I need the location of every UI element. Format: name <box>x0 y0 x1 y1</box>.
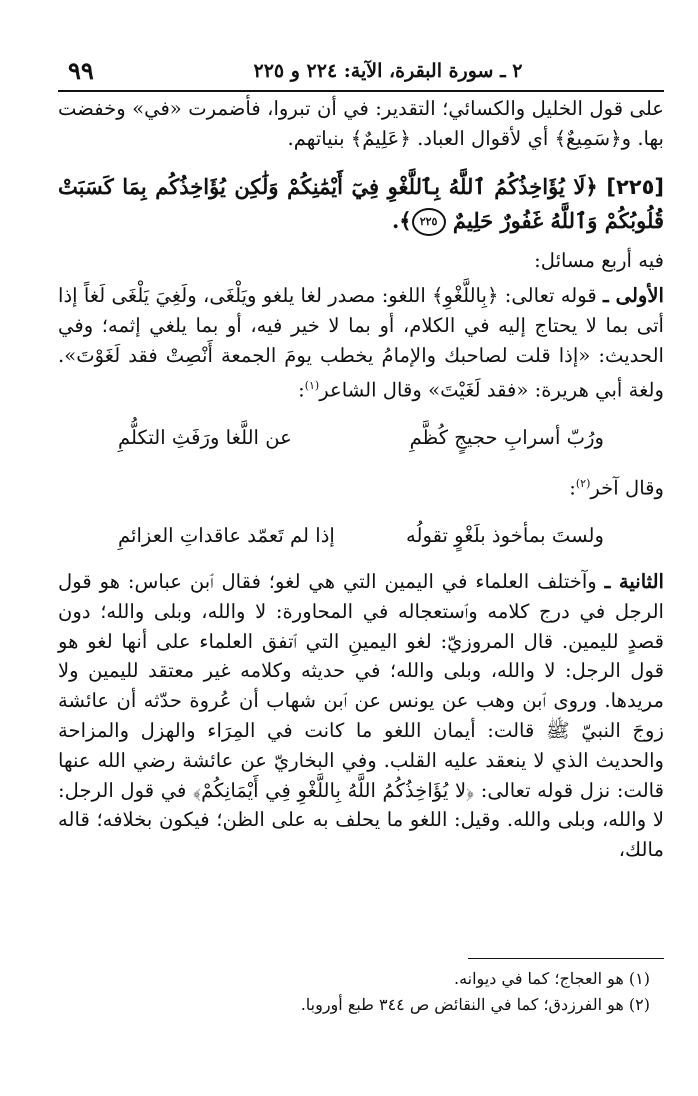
page-body <box>58 94 664 865</box>
paragraph-second <box>58 567 664 865</box>
colon-2: : <box>569 476 576 500</box>
ayah-close: ﴾. <box>391 207 412 233</box>
other-poet-line <box>58 469 664 503</box>
poem-verse-2 <box>58 521 664 551</box>
masail-heading: فيه أربع مسائل: <box>534 248 664 272</box>
paragraph-intro: على قول الخليل والكسائي؛ التقدير: في أن تبروا، فأضمرت «في» وخفضت بها. و﴿سَمِيعٌ﴾ أي لأقوال العباد. ﴿عَلِيمٌ﴾ بنياتهم. <box>58 97 664 150</box>
page-number: ٩٩ <box>68 56 94 85</box>
other-poet-text: وقال آخر <box>590 476 664 500</box>
page-header <box>58 52 664 92</box>
second-issue-text: وآختلف العلماء في اليمين التي هي لغو؛ فقال ٱبن عباس: هو قول الرجل في درج كلامه وٱستعجاله في المحاورة: لا والله، وبلى والله؛ دون قصدٍ لليمين. قال المروزيّ: لغو اليمينِ التي ٱتفق العلماء على أنها لغو هو قول الرجل: لا والله، وبلى والله؛ في حديثه وكلامه غير معتقد لليمين ولا مريدها. وروى ٱبن وهب عن يونس عن ٱبن شهاب أن عُروة حدّثه أن عائشة زوجَ النبيّ ﷺ قالت: أيمان اللغو ما كانت في المِرَاء والهزل والمزاحة والحديث الذي لا ينعقد عليه القلب. وفي البخاريّ عن عائشة رضي الله عنها قالت: نزل قوله تعالى: ﴿لا يُؤَاخِذُكُمُ اللَّهُ بِاللَّغْوِ فِي أَيْمَانِكُمْ﴾ في قول الرجل: لا والله، وبلى والله. وقيل: اللغو ما يحلف به على الظن؛ فيكون بخلافه؛ قاله مالك، <box>58 570 664 862</box>
ayah-block <box>58 170 664 238</box>
poem-1-first-hemistich: ورُبّ أسرابِ حجيجٍ كُظَّمِ <box>409 426 604 450</box>
verse-end-number: ٢٢٥ <box>419 215 438 229</box>
first-issue-text: قوله تعالى: ﴿بِاللَّغْوِ﴾ اللغو: مصدر لغا يلغو ويَلْغَى، ولَغِيَ يَلْغَى لَغاً إذا أتى بما لا يحتاج إليه في الكلام، أو بما لا خير فيه، أو بما يلغي إثمه؛ وفي الحديث: «إذا قلت لصاحبك والإمامُ يخطب يومَ الجمعة أَنْصِتْ فقد لَغَوْتَ». ولغة أبي هريرة: «فقد لَغَيْتَ» وقال الشاعر <box>58 284 664 402</box>
verse-end-marker-icon <box>412 208 446 236</box>
paragraph-first <box>58 281 664 405</box>
second-issue-lead: الثانية ـ <box>604 570 664 594</box>
footnote-ref-1: (١) <box>304 378 320 392</box>
footnote-ref-2: (٢) <box>575 476 591 490</box>
colon-1: : <box>298 378 305 402</box>
footnotes <box>58 966 664 1018</box>
footnote-divider <box>468 958 664 959</box>
poem-2-second-hemistich: إذا لم تَعمّد عاقداتِ العزائمِ <box>118 524 335 548</box>
footnote-1: (١) هو العجاج؛ كما في ديوانه. <box>453 969 650 988</box>
ayah-number: [٢٢٥] <box>606 174 665 199</box>
footnote-2: (٢) هو الفرزدق؛ كما في النقائض ص ٣٤٤ طبع أوروبا. <box>300 995 650 1014</box>
first-issue-lead: الأولى ـ <box>603 284 664 308</box>
poem-1-second-hemistich: عن اللَّغا ورَفَثِ التكلُّمِ <box>118 426 292 450</box>
poem-2-first-hemistich: ولستَ بمأخوذ بلَغْوٍ تقولُه <box>405 524 604 548</box>
poem-verse-1 <box>58 423 664 453</box>
ayah-text: ﴿لَا يُؤَاخِذُكُمُ ٱللَّهُ بِٱللَّغْوِ فِيٓ أَيْمَٰنِكُمْ وَلَٰكِن يُؤَاخِذُكُم بِمَا كَسَبَتْ قُلُوبُكُمْ وَٱللَّهُ غَفُورٌ حَلِيمٌ <box>58 173 664 233</box>
running-title: ٢ ـ سورة البقرة، الآية: ٢٢٤ و ٢٢٥ <box>253 60 523 82</box>
